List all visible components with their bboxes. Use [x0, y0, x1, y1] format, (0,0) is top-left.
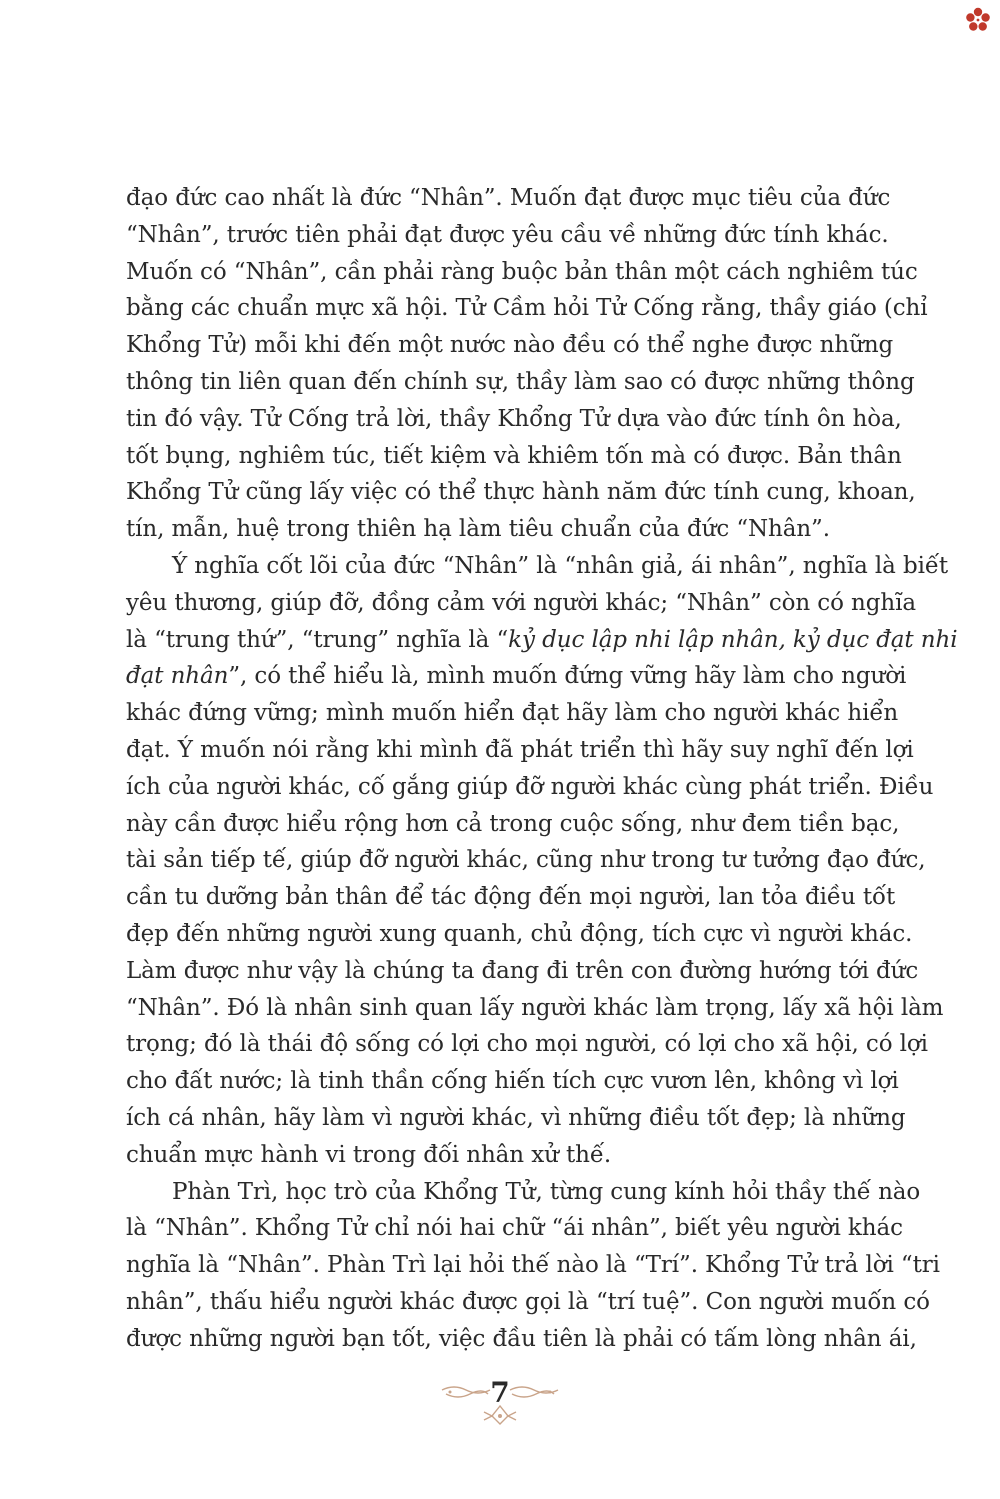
text-line: Muốn có “Nhân”, cần phải ràng buộc bản thân một cách nghiêm túc [126, 258, 918, 285]
page-body [126, 180, 958, 1358]
page-footer [0, 1372, 1000, 1432]
paragraph-2 [126, 548, 958, 1174]
text-line: tín, mẫn, huệ trong thiên hạ làm tiêu chuẩn của đức “Nhân”. [126, 516, 830, 543]
text-line: cần tu dưỡng bản thân để tác động đến mọi người, lan tỏa điều tốt [126, 884, 896, 911]
text-line: cho đất nước; là tinh thần cống hiến tích cực vươn lên, không vì lợi [126, 1068, 899, 1095]
text-line: yêu thương, giúp đỡ, đồng cảm với người khác; “Nhân” còn có nghĩa [126, 589, 916, 616]
text-line: tốt bụng, nghiêm túc, tiết kiệm và khiêm tốn mà có được. Bản thân [126, 442, 902, 469]
text-line: nghĩa là “Nhân”. Phàn Trì lại hỏi thế nào là “Trí”. Khổng Tử trả lời “tri [126, 1252, 940, 1279]
text-line: “Nhân”. Đó là nhân sinh quan lấy người khác làm trọng, lấy xã hội làm [126, 994, 944, 1021]
text-segment: ”, có thể hiểu là, mình muốn đứng vững hãy làm cho người [228, 663, 907, 690]
text-line: bằng các chuẩn mực xã hội. Tử Cầm hỏi Tử Cống rằng, thầy giáo (chỉ [126, 295, 928, 322]
text-line: được những người bạn tốt, việc đầu tiên là phải có tấm lòng nhân ái, [126, 1325, 917, 1352]
text-line-with-italic [126, 622, 958, 659]
text-line: Khổng Tử cũng lấy việc có thể thực hành năm đức tính cung, khoan, [126, 479, 916, 506]
italic-quote: đạt nhân [126, 663, 229, 690]
text-line: trọng; đó là thái độ sống có lợi cho mọi người, có lợi cho xã hội, có lợi [126, 1031, 928, 1058]
text-line-with-italic [126, 658, 907, 695]
text-line: ích của người khác, cố gắng giúp đỡ người khác cùng phát triển. Điều [126, 773, 934, 800]
paragraph-3 [126, 1174, 940, 1358]
text-line: khác đứng vững; mình muốn hiển đạt hãy làm cho người khác hiển [126, 700, 899, 727]
text-line: “Nhân”, trước tiên phải đạt được yêu cầu về những đức tính khác. [126, 221, 889, 248]
text-line: này cần được hiểu rộng hơn cả trong cuộc sống, như đem tiền bạc, [126, 810, 900, 837]
text-line: Khổng Tử) mỗi khi đến một nước nào đều có thể nghe được những [126, 332, 894, 359]
text-line: đẹp đến những người xung quanh, chủ động, tích cực vì người khác. [126, 920, 913, 947]
text-line: ích cá nhân, hãy làm vì người khác, vì những điều tốt đẹp; là những [126, 1104, 906, 1131]
text-segment: là “trung thứ”, “trung” nghĩa là “ [126, 626, 509, 653]
italic-quote: kỷ dục lập nhi lập nhân, kỷ dục đạt nhi [508, 626, 958, 653]
paragraph-1 [126, 180, 928, 548]
text-line: thông tin liên quan đến chính sự, thầy làm sao có được những thông [126, 368, 915, 395]
text-line: đạo đức cao nhất là đức “Nhân”. Muốn đạt được mục tiêu của đức [126, 185, 891, 211]
text-line: nhân”, thấu hiểu người khác được gọi là “trí tuệ”. Con người muốn có [126, 1288, 930, 1315]
text-line: là “Nhân”. Khổng Tử chỉ nói hai chữ “ái nhân”, biết yêu người khác [126, 1215, 903, 1242]
text-line: tài sản tiếp tế, giúp đỡ người khác, cũng như trong tư tưởng đạo đức, [126, 847, 926, 874]
text-line: tin đó vậy. Tử Cống trả lời, thầy Khổng Tử dựa vào đức tính ôn hòa, [126, 405, 902, 432]
corner-flower-ornament-icon [964, 6, 992, 34]
text-line: đạt. Ý muốn nói rằng khi mình đã phát triển thì hãy suy nghĩ đến lợi [126, 736, 914, 763]
text-line: chuẩn mực hành vi trong đối nhân xử thế. [126, 1141, 612, 1168]
page-number: 7 [490, 1376, 510, 1409]
text-line: Làm được như vậy là chúng ta đang đi trên con đường hướng tới đức [126, 957, 919, 984]
text-line: Phàn Trì, học trò của Khổng Tử, từng cung kính hỏi thầy thế nào [172, 1178, 921, 1205]
text-line: Ý nghĩa cốt lõi của đức “Nhân” là “nhân giả, ái nhân”, nghĩa là biết [172, 552, 949, 579]
